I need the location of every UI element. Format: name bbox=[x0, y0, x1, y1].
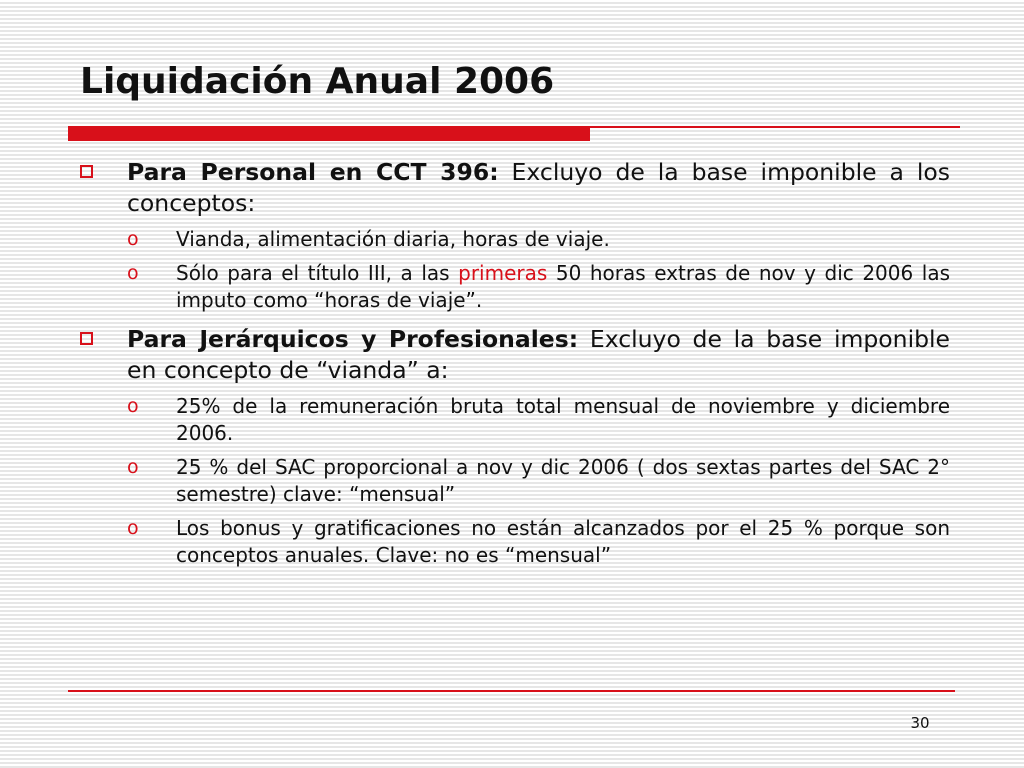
square-bullet-icon bbox=[80, 165, 93, 178]
square-bullet-icon bbox=[80, 332, 93, 345]
page-number: 30 bbox=[910, 714, 930, 732]
subbullet-bonus bbox=[80, 515, 950, 569]
subbullet-text-before: Sólo para el título III, a las bbox=[176, 261, 459, 285]
title-underline-bar bbox=[68, 126, 590, 141]
bullet-heading: Para Personal en CCT 396: bbox=[127, 158, 499, 186]
circle-bullet-icon: o bbox=[127, 228, 139, 250]
bullet-personal-cct-396 bbox=[80, 157, 950, 219]
footer-rule bbox=[68, 690, 955, 692]
slide-content bbox=[80, 157, 950, 569]
circle-bullet-icon: o bbox=[127, 262, 139, 284]
circle-bullet-icon: o bbox=[127, 395, 139, 417]
circle-bullet-icon: o bbox=[127, 456, 139, 478]
subbullet-text: Los bonus y gratificaciones no están alcanzados por el 25 % porque son conceptos anuales. Clave: no es “mensual” bbox=[176, 516, 950, 567]
subbullet-vianda bbox=[80, 226, 950, 253]
subbullet-text: Vianda, alimentación diaria, horas de viaje. bbox=[176, 227, 610, 251]
bullet-text: Excluyo de la base imponible en concepto de “vianda” a: bbox=[127, 325, 951, 384]
title-underline-rule bbox=[590, 126, 960, 128]
subbullet-highlight: primeras bbox=[458, 261, 548, 285]
subbullet-text: 25 % del SAC proporcional a nov y dic 2006 ( dos sextas partes del SAC 2° semestre) clave: “mensual” bbox=[176, 455, 950, 506]
subbullet-sac bbox=[80, 454, 950, 508]
slide-title: Liquidación Anual 2006 bbox=[80, 61, 555, 102]
subbullet-text-after: 50 horas extras de nov y dic 2006 las imputo como “horas de viaje”. bbox=[176, 261, 950, 312]
circle-bullet-icon: o bbox=[127, 517, 139, 539]
bullet-heading: Para Jerárquicos y Profesionales: bbox=[127, 325, 579, 353]
bullet-jerarquicos-profesionales bbox=[80, 324, 950, 386]
subbullet-remuneracion bbox=[80, 393, 950, 447]
subbullet-titulo-iii bbox=[80, 260, 950, 314]
subbullet-text: 25% de la remuneración bruta total mensual de noviembre y diciembre 2006. bbox=[176, 394, 950, 445]
bullet-text: Excluyo de la base imponible a los conceptos: bbox=[127, 158, 950, 217]
